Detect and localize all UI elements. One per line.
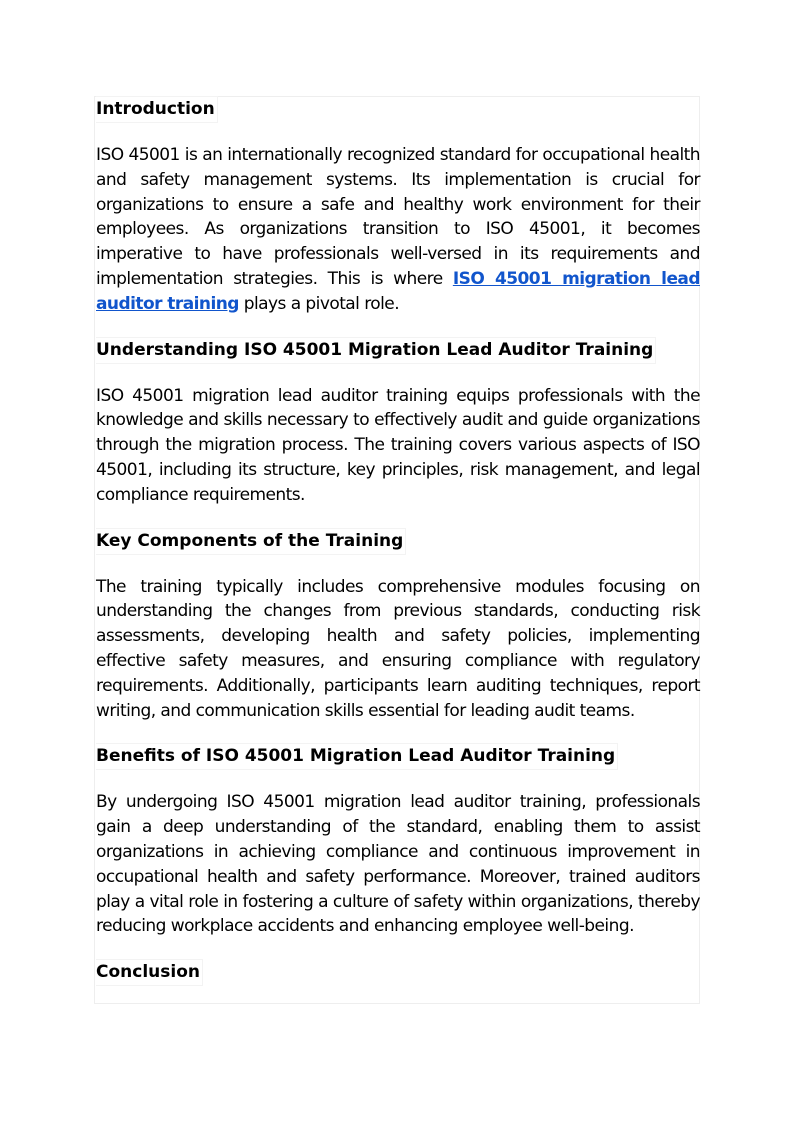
heading-conclusion: Conclusion bbox=[96, 959, 203, 986]
paragraph-understanding: ISO 45001 migration lead auditor training equips professionals with the knowledge and skills necessary to effectively audit and guide organizations through the migration process. The training covers various aspects of ISO 45001, including its structure, key principles, risk management, and legal compliance requirements. bbox=[96, 385, 700, 505]
intro-text-before-link: ISO 45001 is an internationally recognized standard for occupational health and safety management systems. Its implementation is crucial for organizations to ensure a safe and healthy work environment for their employees. As organizations transition to ISO 45001, it becomes imperative to have professionals well-versed in its requirements and implementation strategies. This is where bbox=[96, 145, 700, 289]
section-introduction bbox=[96, 96, 700, 317]
document-body bbox=[96, 96, 700, 1006]
paragraph-benefits: By undergoing ISO 45001 migration lead auditor training, professionals gain a deep understanding of the standard, enabling them to assist organizations in achieving compliance and continuous improvement in occupational health and safety performance. Moreover, trained auditors play a vital role in fostering a culture of safety within organizations, thereby reducing workplace accidents and enhancing employee well-being. bbox=[96, 792, 700, 937]
heading-key-components: Key Components of the Training bbox=[96, 528, 406, 555]
section-key-components bbox=[96, 528, 700, 724]
paragraph-introduction bbox=[96, 143, 700, 317]
training-link[interactable]: ISO 45001 migration lead auditor training bbox=[96, 268, 700, 314]
intro-text-after-link: plays a pivotal role. bbox=[238, 293, 400, 314]
section-conclusion bbox=[96, 959, 700, 1006]
paragraph-key-components: The training typically includes comprehensive modules focusing on understanding the changes from previous standards, conducting risk assessments, developing health and safety policies, implementing effective safety measures, and ensuring compliance with regulatory requirements. Additionally, participants learn auditing techniques, report writing, and communication skills essential for leading audit teams. bbox=[96, 576, 700, 721]
heading-benefits: Benefits of ISO 45001 Migration Lead Auditor Training bbox=[96, 743, 618, 770]
heading-introduction: Introduction bbox=[96, 96, 218, 123]
section-benefits bbox=[96, 743, 700, 939]
heading-understanding: Understanding ISO 45001 Migration Lead Auditor Training bbox=[96, 337, 656, 364]
section-understanding bbox=[96, 337, 700, 508]
